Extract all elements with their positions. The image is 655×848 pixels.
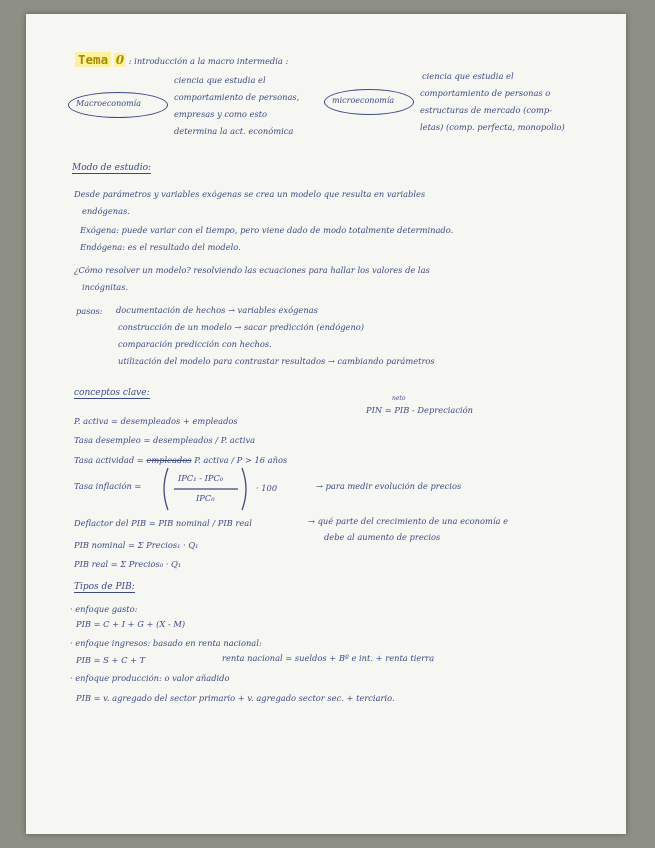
renta-nacional-note: renta nacional = sueldos + Bº e int. + renta tierra: [222, 653, 435, 663]
micro-desc-4: letas) (comp. perfecta, monopolio): [420, 122, 565, 132]
tipos-heading: Tipos de PIB:: [74, 582, 135, 592]
modo-line-3: Exógena: puede variar con el tiempo, pero viene dado de modo totalmente determinado.: [80, 225, 454, 235]
enfoque-ingresos-label: · enfoque ingresos: basado en renta nacional:: [70, 638, 262, 648]
macro-desc-2: comportamiento de personas,: [174, 92, 300, 102]
deflactor-note-1: → qué parte del crecimiento de una economía e: [308, 516, 509, 526]
paso-1: documentación de hechos → variables exógenas: [116, 305, 318, 315]
tasa-desempleo: Tasa desempleo = desempleados / P. activa: [74, 435, 256, 445]
notebook-page: [26, 14, 626, 834]
modo-heading: Modo de estudio:: [72, 163, 152, 173]
enfoque-ingresos-formula: PIB = S + C + T: [76, 655, 146, 665]
pin-note: PIN = PIB - Depreciación: [366, 405, 474, 415]
micro-desc-3: estructuras de mercado (comp-: [420, 105, 552, 115]
title-number: 0: [115, 53, 125, 67]
paso-4: utilización del modelo para contrastar resultados → cambiando parámetros: [118, 356, 435, 366]
modo-line-4: Endógena: es el resultado del modelo.: [80, 242, 241, 252]
enfoque-produccion-label: · enfoque producción: o valor añadido: [70, 673, 230, 683]
inflation-denominator: IPC₀: [196, 493, 215, 503]
enfoque-produccion-formula: PIB = v. agregado del sector primario + v. agregado sector sec. + terciario.: [76, 693, 395, 703]
modo-line-5: ¿Cómo resolver un modelo? resolviendo las ecuaciones para hallar los valores de las: [74, 265, 430, 275]
title-text: : introducción a la macro intermedia :: [128, 56, 289, 66]
tasa-actividad-label: Tasa actividad =: [74, 455, 144, 465]
paso-2: construcción de un modelo → sacar predicción (endógeno): [118, 322, 365, 332]
inflation-note: → para medir evolución de precios: [316, 481, 462, 491]
deflactor: Deflactor del PIB = PIB nominal / PIB real: [74, 518, 252, 528]
conceptos-heading: conceptos clave:: [74, 388, 150, 398]
inflation-multiplier: · 100: [256, 483, 278, 493]
p-activa: P. activa = desempleados + empleados: [74, 416, 238, 426]
tasa-actividad-row: [74, 456, 287, 464]
tasa-actividad-rest: P. activa / P > 16 años: [194, 455, 288, 465]
modo-line-2: endógenas.: [82, 206, 130, 216]
inflation-numerator: IPC₁ - IPC₀: [178, 473, 224, 483]
micro-label: microeconomía: [332, 96, 395, 105]
enfoque-gasto-label: · enfoque gasto:: [70, 604, 138, 614]
macro-desc-3: empresas y como esto: [174, 109, 268, 119]
deflactor-note-2: debe al aumento de precios: [324, 532, 441, 542]
micro-desc-2: comportamiento de personas o: [420, 88, 551, 98]
title-row: [75, 54, 288, 67]
pasos-label: pasos:: [76, 306, 103, 316]
micro-desc-1: ciencia que estudia el: [422, 71, 514, 81]
pin-note-top: neto: [392, 395, 406, 402]
tasa-inflacion-label: Tasa inflación =: [74, 481, 142, 491]
macro-desc-4: determina la act. económica: [174, 126, 294, 136]
paso-3: comparación predicción con hechos.: [118, 339, 272, 349]
pib-nominal: PIB nominal = Σ Precios₁ · Q₁: [74, 540, 199, 550]
tasa-actividad-crossed: empleados: [146, 455, 192, 465]
modo-line-6: incógnitas.: [82, 282, 129, 292]
enfoque-gasto-formula: PIB = C + I + G + (X - M): [76, 619, 186, 629]
macro-desc-1: ciencia que estudia el: [174, 75, 266, 85]
title-tema: Tema: [75, 52, 111, 67]
pib-real: PIB real = Σ Precios₀ · Q₁: [74, 559, 182, 569]
macro-label: Macroeconomía: [76, 99, 141, 108]
modo-line-1: Desde parámetros y variables exógenas se crea un modelo que resulta en variables: [74, 189, 426, 199]
